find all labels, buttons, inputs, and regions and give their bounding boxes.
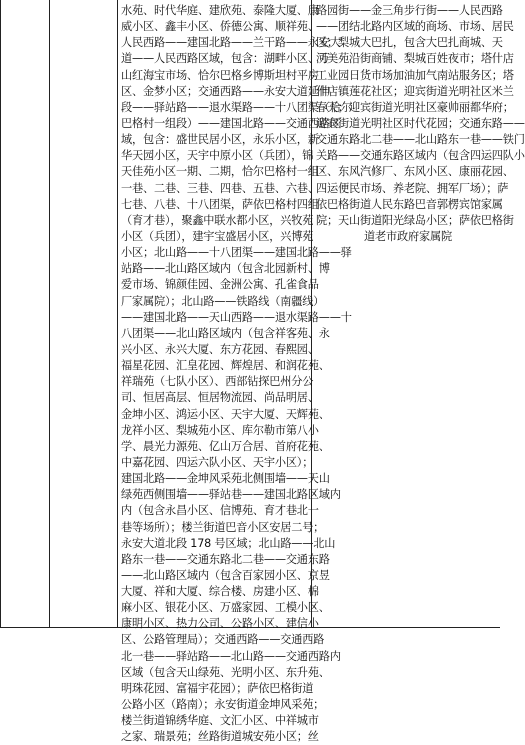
text-line: （育才巷），聚鑫中联水都小区，兴牧苑 bbox=[121, 213, 314, 227]
text-line: ——团结北路内区域的商场、市场、居民 bbox=[316, 20, 514, 34]
text-line: 金坤小区、鸿运小区、天宇大厦、天辉苑、 bbox=[121, 407, 330, 421]
text-line: 站路——北山路区域内（包含北园新村、博 bbox=[121, 262, 330, 276]
text-line: 天佳苑小区一期、二期，恰尔巴格村一组 bbox=[121, 165, 319, 179]
text-line: 明珠花园、富福宇花园）；萨依巴格街道 bbox=[121, 681, 314, 695]
text-line: 建国北路——金坤风采苑北侧围墙——天山 bbox=[121, 472, 330, 486]
text-line: ——建国北路——天山西路——退水渠路——十 bbox=[121, 310, 352, 324]
text-line: 人民西路——建国北路——兰干路——永安大 bbox=[121, 36, 341, 50]
text-line: 水苑、时代华庭、建欣苑、泰隆大厦、康 bbox=[121, 4, 319, 17]
area-list-cell bbox=[121, 0, 352, 745]
text-line: 河美苑沿街商铺、梨城百姓夜市；塔什店 bbox=[316, 52, 514, 66]
text-line: 楼兰街道锦绣华庭、文汇小区、中祥城市 bbox=[121, 714, 319, 728]
text-line: 八团渠——北山路区域内（包含祥客苑、永 bbox=[121, 326, 330, 340]
text-line: 交通东路北二巷——北山路东一巷——铁门 bbox=[316, 133, 525, 147]
text-line: 爱市场、锦颜佳园、金洲公寓、孔雀食品 bbox=[121, 278, 319, 292]
text-line: 道老市政府家属院 bbox=[364, 229, 452, 243]
text-line: 小区；北山路——十八团渠——建国北路——驿 bbox=[121, 246, 352, 260]
text-line: 工业园日货市场加油加气南站服务区；塔 bbox=[316, 68, 514, 82]
text-line: 威小区、鑫丰小区、侨德公寓、顺祥苑、 bbox=[121, 20, 319, 34]
text-line: 春天；迎宾街道光明社区豪帅丽都华府； bbox=[316, 100, 514, 114]
text-line: 道——人民西路区域，包含：湖畔小区、万 bbox=[121, 52, 330, 66]
text-line: 区、公路管理局）；交通西路——交通西路 bbox=[121, 633, 325, 647]
text-line: 依巴格街道人民东路巴音郭楞宾馆家属 bbox=[316, 197, 503, 211]
text-line: 巷等场所）；楼兰街道巴音小区安居二号； bbox=[121, 520, 325, 534]
text-line: 域，包含：盛世民居小区，永乐小区，新 bbox=[121, 133, 319, 147]
column-divider-2 bbox=[117, 0, 118, 628]
text-line: 厂家属院）；北山路——铁路线（南疆线） bbox=[121, 294, 325, 308]
text-line: 路东一巷——交通东路北二巷——交通东路 bbox=[121, 552, 330, 566]
text-line: 七巷、八巷、十八团渠，萨依巴格村四组 bbox=[121, 197, 319, 211]
text-line: 区域（包含天山绿苑、光明小区、东升苑、 bbox=[121, 665, 330, 679]
text-line: 北一巷——驿站路——北山路——交通西路内 bbox=[121, 649, 341, 663]
text-line: 院；天山街道阳光绿岛小区；萨依巴格街 bbox=[316, 213, 514, 227]
text-line: 福星花园、汇皇花园、辉煌居、和润花苑、 bbox=[121, 359, 330, 373]
text-line: 内（包含永昌小区、信博苑、育才巷北一 bbox=[121, 504, 319, 518]
text-line: 中嘉花园、四运六队小区、天宇小区）； bbox=[121, 455, 314, 469]
text-line: 学、晨光力源苑、亿山万合居、首府花苑、 bbox=[121, 439, 330, 453]
table-border-left bbox=[0, 0, 1, 628]
text-line: 巴格村一组段）——建国北路——交通西路区 bbox=[121, 116, 341, 130]
text-line: 永安大道北段 178 号区域；北山路——北山 bbox=[121, 536, 336, 550]
text-line: 龙祥小区、梨城苑小区、库尔勒市第八小 bbox=[121, 423, 319, 437]
text-line: 麻小区、银花小区、万盛家园、工模小区、 bbox=[121, 601, 330, 615]
text-line: 山红海宝市场、恰尔巴格乡博斯坦村平房 bbox=[121, 68, 319, 82]
text-line: 段——驿站路——退水渠路——十八团渠（恰尔 bbox=[121, 100, 352, 114]
text-line: 一巷、二巷、三巷、四巷、五巷、六巷、 bbox=[121, 181, 319, 195]
text-line: 康明小区、热力公司、公路小区、建信小 bbox=[121, 617, 319, 631]
text-line: 什店镇莲花社区；迎宾街道光明社区米兰 bbox=[316, 84, 514, 98]
text-line: 迎宾街道光明社区时代花园；交通东路—— bbox=[316, 116, 525, 130]
text-line: 小区（兵团），建宇宝盛居小区，兴博苑 bbox=[121, 229, 314, 243]
text-line: 司、恒居高层、恒居物流园、尚品明居、 bbox=[121, 391, 319, 405]
text-line: 区；梨城大巴扎，包含大巴扎商城、天 bbox=[316, 36, 503, 50]
text-line: 区、东风汽修厂、东风小区、康丽花园、 bbox=[316, 165, 514, 179]
text-line: ——北山路区域内（包含百家园小区、京昱 bbox=[121, 568, 330, 582]
text-line: 兴小区、永兴大厦、东方花园、春熙园、 bbox=[121, 342, 319, 356]
text-line: 路园街——金三角步行街——人民西路 bbox=[316, 4, 503, 17]
text-line: 四运便民市场、养老院、拥军厂场）；萨 bbox=[316, 181, 509, 195]
text-line: 之家、瑞景苑；丝路街道城安苑小区；丝 bbox=[121, 730, 319, 744]
text-line: 公路小区（路南）；永安街道金坤风采苑； bbox=[121, 698, 325, 712]
area-list-right-cell bbox=[316, 0, 525, 245]
text-line: 华天园小区，天宇中原小区（兵团），锦 bbox=[121, 149, 314, 163]
column-divider-1 bbox=[49, 0, 50, 628]
text-line: 区、金梦小区；交通西路——永安大道延伸 bbox=[121, 84, 330, 98]
text-line: 大厦、祥和大厦、综合楼、房建小区、棉 bbox=[121, 585, 319, 599]
text-line: 绿苑西侧围墙——驿站巷——建国北路区域内 bbox=[121, 488, 341, 502]
text-line: 关路——交通东路区域内（包含四运四队小 bbox=[316, 149, 525, 163]
text-line: 祥瑞苑（七队小区）、西部钻探巴州分公 bbox=[121, 375, 314, 389]
